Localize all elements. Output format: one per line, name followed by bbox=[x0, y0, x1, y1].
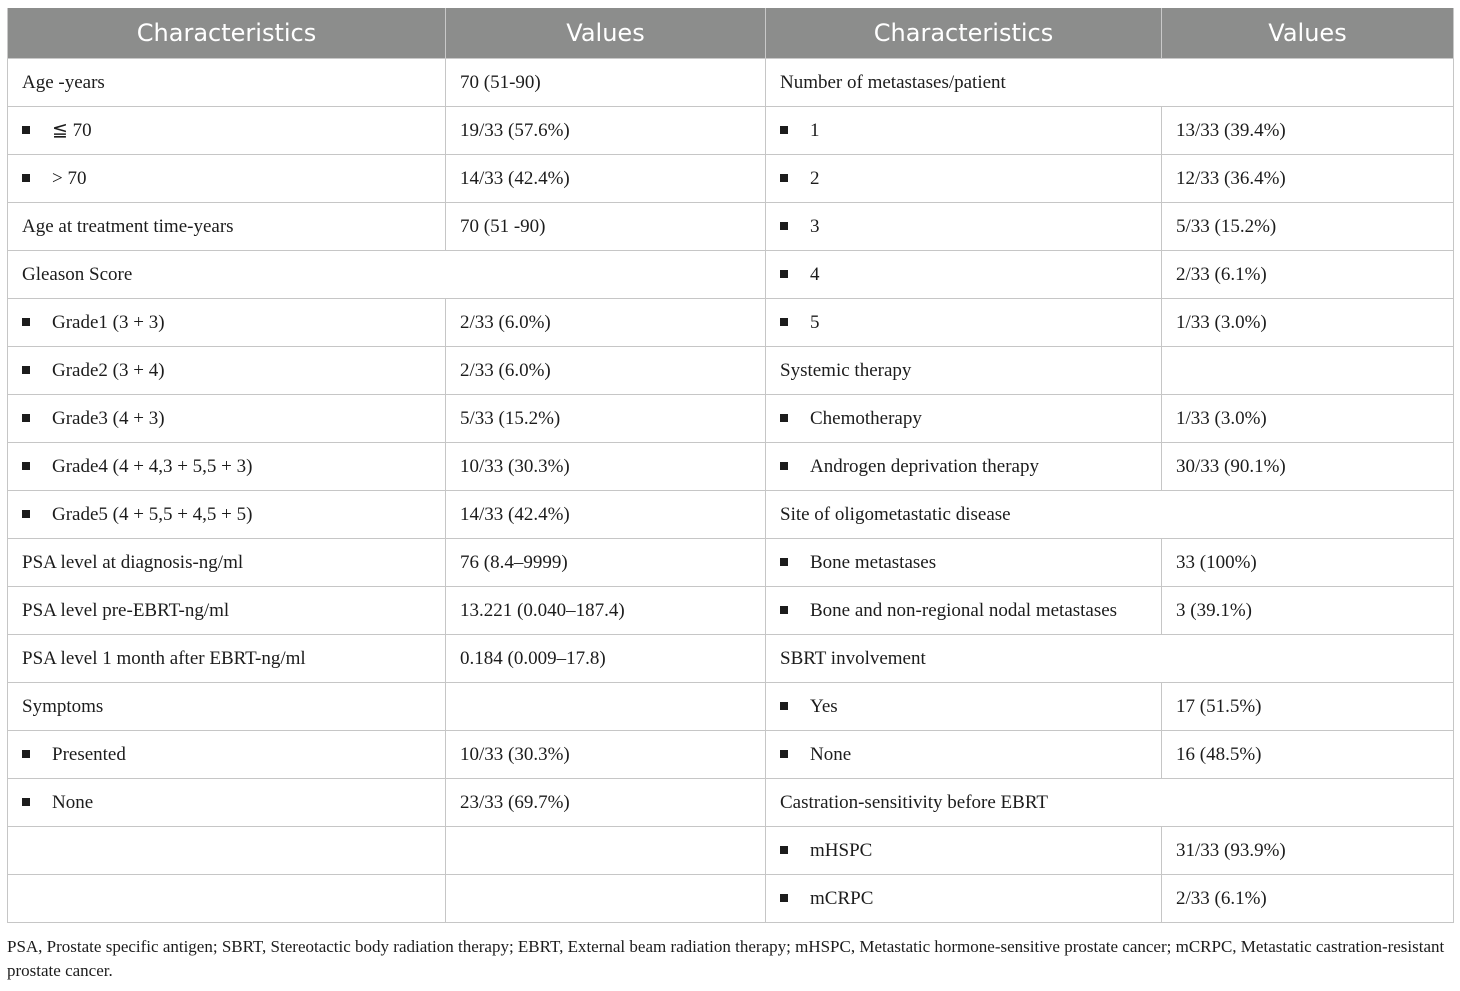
characteristic-cell-right bbox=[766, 299, 1162, 347]
characteristic-label: Castration-sensitivity before EBRT bbox=[780, 791, 1048, 813]
characteristic-label: Grade4 (4 + 4,3 + 5,5 + 3) bbox=[52, 455, 253, 477]
square-bullet-icon bbox=[22, 462, 30, 470]
table-row bbox=[8, 875, 1454, 923]
square-bullet-icon bbox=[22, 174, 30, 182]
table-footnote: PSA, Prostate specific antigen; SBRT, Stereotactic body radiation therapy; EBRT, External beam radiation therapy; mHSPC, Metastatic hormone-sensitive prostate cancer; mCRPC, Metastatic castration-resistant prostate cancer. bbox=[7, 937, 1445, 980]
square-bullet-icon bbox=[780, 318, 788, 326]
value-cell-left bbox=[446, 683, 766, 731]
characteristic-cell-left bbox=[8, 491, 446, 539]
characteristic-cell-left bbox=[8, 827, 446, 875]
characteristic-cell-right bbox=[766, 443, 1162, 491]
square-bullet-icon bbox=[780, 222, 788, 230]
table-row bbox=[8, 347, 1454, 395]
characteristic-label: Bone metastases bbox=[810, 551, 937, 573]
value-cell-left: 10/33 (30.3%) bbox=[446, 731, 766, 779]
square-bullet-icon bbox=[780, 750, 788, 758]
characteristic-label: Bone and non-regional nodal metastases bbox=[810, 599, 1118, 621]
value-cell-right: 2/33 (6.1%) bbox=[1162, 251, 1454, 299]
table-row bbox=[8, 635, 1454, 683]
characteristic-cell-left bbox=[8, 107, 446, 155]
value-cell-left: 19/33 (57.6%) bbox=[446, 107, 766, 155]
value-cell-right: 17 (51.5%) bbox=[1162, 683, 1454, 731]
characteristic-label: Grade2 (3 + 4) bbox=[52, 359, 165, 381]
characteristic-cell-left bbox=[8, 443, 446, 491]
characteristic-label: Grade3 (4 + 3) bbox=[52, 407, 165, 429]
header-characteristics-left: Characteristics bbox=[8, 8, 446, 59]
characteristic-label: None bbox=[810, 743, 852, 765]
square-bullet-icon bbox=[22, 510, 30, 518]
characteristic-cell-right bbox=[766, 59, 1454, 107]
value-cell-right: 2/33 (6.1%) bbox=[1162, 875, 1454, 923]
characteristic-label: Grade1 (3 + 3) bbox=[52, 311, 165, 333]
characteristic-cell-right bbox=[766, 635, 1454, 683]
characteristic-cell-left bbox=[8, 395, 446, 443]
square-bullet-icon bbox=[780, 846, 788, 854]
characteristic-label: Chemotherapy bbox=[810, 407, 922, 429]
characteristic-label: mHSPC bbox=[810, 839, 873, 861]
value-cell-left: 2/33 (6.0%) bbox=[446, 347, 766, 395]
value-cell-right: 1/33 (3.0%) bbox=[1162, 395, 1454, 443]
table-row bbox=[8, 587, 1454, 635]
characteristic-label: 3 bbox=[810, 215, 820, 237]
value-cell-right: 16 (48.5%) bbox=[1162, 731, 1454, 779]
value-cell-left: 0.184 (0.009–17.8) bbox=[446, 635, 766, 683]
square-bullet-icon bbox=[780, 462, 788, 470]
characteristic-cell-left bbox=[8, 539, 446, 587]
square-bullet-icon bbox=[22, 750, 30, 758]
characteristic-cell-right bbox=[766, 203, 1162, 251]
characteristic-cell-right bbox=[766, 683, 1162, 731]
square-bullet-icon bbox=[22, 318, 30, 326]
square-bullet-icon bbox=[780, 270, 788, 278]
characteristic-label: Presented bbox=[52, 743, 126, 765]
table-row bbox=[8, 203, 1454, 251]
characteristic-cell-right bbox=[766, 347, 1162, 395]
characteristic-cell-left bbox=[8, 347, 446, 395]
characteristic-cell-left bbox=[8, 683, 446, 731]
square-bullet-icon bbox=[780, 558, 788, 566]
characteristic-cell-left bbox=[8, 875, 446, 923]
value-cell-left: 76 (8.4–9999) bbox=[446, 539, 766, 587]
value-cell-left: 10/33 (30.3%) bbox=[446, 443, 766, 491]
table-row bbox=[8, 155, 1454, 203]
square-bullet-icon bbox=[22, 366, 30, 374]
value-cell-right: 31/33 (93.9%) bbox=[1162, 827, 1454, 875]
characteristic-label: Site of oligometastatic disease bbox=[780, 503, 1011, 525]
square-bullet-icon bbox=[780, 606, 788, 614]
characteristic-cell-right bbox=[766, 539, 1162, 587]
characteristic-cell-right bbox=[766, 875, 1162, 923]
header-values-left: Values bbox=[446, 8, 766, 59]
characteristic-cell-left bbox=[8, 203, 446, 251]
value-cell-left: 70 (51 -90) bbox=[446, 203, 766, 251]
characteristic-cell-right bbox=[766, 395, 1162, 443]
square-bullet-icon bbox=[780, 126, 788, 134]
characteristic-label: PSA level pre-EBRT-ng/ml bbox=[22, 599, 230, 621]
characteristic-label: 1 bbox=[810, 119, 820, 141]
characteristic-cell-left bbox=[8, 587, 446, 635]
characteristic-label: Grade5 (4 + 5,5 + 4,5 + 5) bbox=[52, 503, 253, 525]
characteristic-label: Gleason Score bbox=[22, 263, 133, 285]
characteristic-cell-left bbox=[8, 299, 446, 347]
characteristic-label: SBRT involvement bbox=[780, 647, 926, 669]
table-body bbox=[8, 59, 1454, 923]
characteristics-table-container bbox=[7, 8, 1453, 923]
characteristic-label: Age at treatment time-years bbox=[22, 215, 234, 237]
value-cell-left: 14/33 (42.4%) bbox=[446, 155, 766, 203]
square-bullet-icon bbox=[22, 414, 30, 422]
square-bullet-icon bbox=[780, 702, 788, 710]
characteristic-cell-right bbox=[766, 731, 1162, 779]
table-row bbox=[8, 683, 1454, 731]
characteristic-label: mCRPC bbox=[810, 887, 874, 909]
characteristic-label: PSA level 1 month after EBRT-ng/ml bbox=[22, 647, 306, 669]
square-bullet-icon bbox=[22, 126, 30, 134]
value-cell-left: 23/33 (69.7%) bbox=[446, 779, 766, 827]
table-row bbox=[8, 731, 1454, 779]
header-values-right: Values bbox=[1162, 8, 1454, 59]
table-row bbox=[8, 59, 1454, 107]
value-cell-left: 14/33 (42.4%) bbox=[446, 491, 766, 539]
table-row bbox=[8, 779, 1454, 827]
characteristic-cell-left bbox=[8, 779, 446, 827]
characteristic-cell-right bbox=[766, 107, 1162, 155]
square-bullet-icon bbox=[780, 174, 788, 182]
table-row bbox=[8, 107, 1454, 155]
value-cell-right: 5/33 (15.2%) bbox=[1162, 203, 1454, 251]
value-cell-right: 1/33 (3.0%) bbox=[1162, 299, 1454, 347]
characteristic-cell-left bbox=[8, 59, 446, 107]
characteristic-cell-left bbox=[8, 155, 446, 203]
characteristic-cell-right bbox=[766, 827, 1162, 875]
characteristic-label: Age -years bbox=[22, 71, 105, 93]
value-cell-left: 5/33 (15.2%) bbox=[446, 395, 766, 443]
square-bullet-icon bbox=[780, 894, 788, 902]
characteristic-cell-left bbox=[8, 635, 446, 683]
value-cell-left: 2/33 (6.0%) bbox=[446, 299, 766, 347]
value-cell-left bbox=[446, 827, 766, 875]
table-row bbox=[8, 539, 1454, 587]
characteristic-label: Symptoms bbox=[22, 695, 104, 717]
header-characteristics-right: Characteristics bbox=[766, 8, 1162, 59]
table-row bbox=[8, 443, 1454, 491]
characteristic-label: Yes bbox=[810, 695, 838, 717]
characteristic-label: 4 bbox=[810, 263, 820, 285]
characteristic-cell-left bbox=[8, 251, 766, 299]
value-cell-right: 3 (39.1%) bbox=[1162, 587, 1454, 635]
characteristic-cell-right bbox=[766, 587, 1162, 635]
characteristic-cell-right bbox=[766, 779, 1454, 827]
characteristic-cell-left bbox=[8, 731, 446, 779]
characteristics-table bbox=[7, 8, 1454, 923]
characteristic-label: PSA level at diagnosis-ng/ml bbox=[22, 551, 244, 573]
value-cell-right: 13/33 (39.4%) bbox=[1162, 107, 1454, 155]
characteristic-cell-right bbox=[766, 491, 1454, 539]
square-bullet-icon bbox=[780, 414, 788, 422]
value-cell-left: 13.221 (0.040–187.4) bbox=[446, 587, 766, 635]
characteristic-label: 2 bbox=[810, 167, 820, 189]
table-row bbox=[8, 299, 1454, 347]
table-row bbox=[8, 251, 1454, 299]
table-row bbox=[8, 827, 1454, 875]
value-cell-right bbox=[1162, 347, 1454, 395]
characteristic-label: 5 bbox=[810, 311, 820, 333]
square-bullet-icon bbox=[22, 798, 30, 806]
value-cell-right: 12/33 (36.4%) bbox=[1162, 155, 1454, 203]
characteristic-label: Number of metastases/patient bbox=[780, 71, 1006, 93]
value-cell-left bbox=[446, 875, 766, 923]
characteristic-label: > 70 bbox=[52, 167, 87, 189]
characteristic-label: Androgen deprivation therapy bbox=[810, 455, 1039, 477]
value-cell-right: 33 (100%) bbox=[1162, 539, 1454, 587]
value-cell-left: 70 (51-90) bbox=[446, 59, 766, 107]
characteristic-cell-right bbox=[766, 155, 1162, 203]
table-row bbox=[8, 395, 1454, 443]
characteristic-label: None bbox=[52, 791, 94, 813]
table-header-row bbox=[8, 8, 1454, 59]
characteristic-label: Systemic therapy bbox=[780, 359, 912, 381]
characteristic-cell-right bbox=[766, 251, 1162, 299]
table-row bbox=[8, 491, 1454, 539]
value-cell-right: 30/33 (90.1%) bbox=[1162, 443, 1454, 491]
characteristic-label: ≦ 70 bbox=[52, 120, 92, 141]
